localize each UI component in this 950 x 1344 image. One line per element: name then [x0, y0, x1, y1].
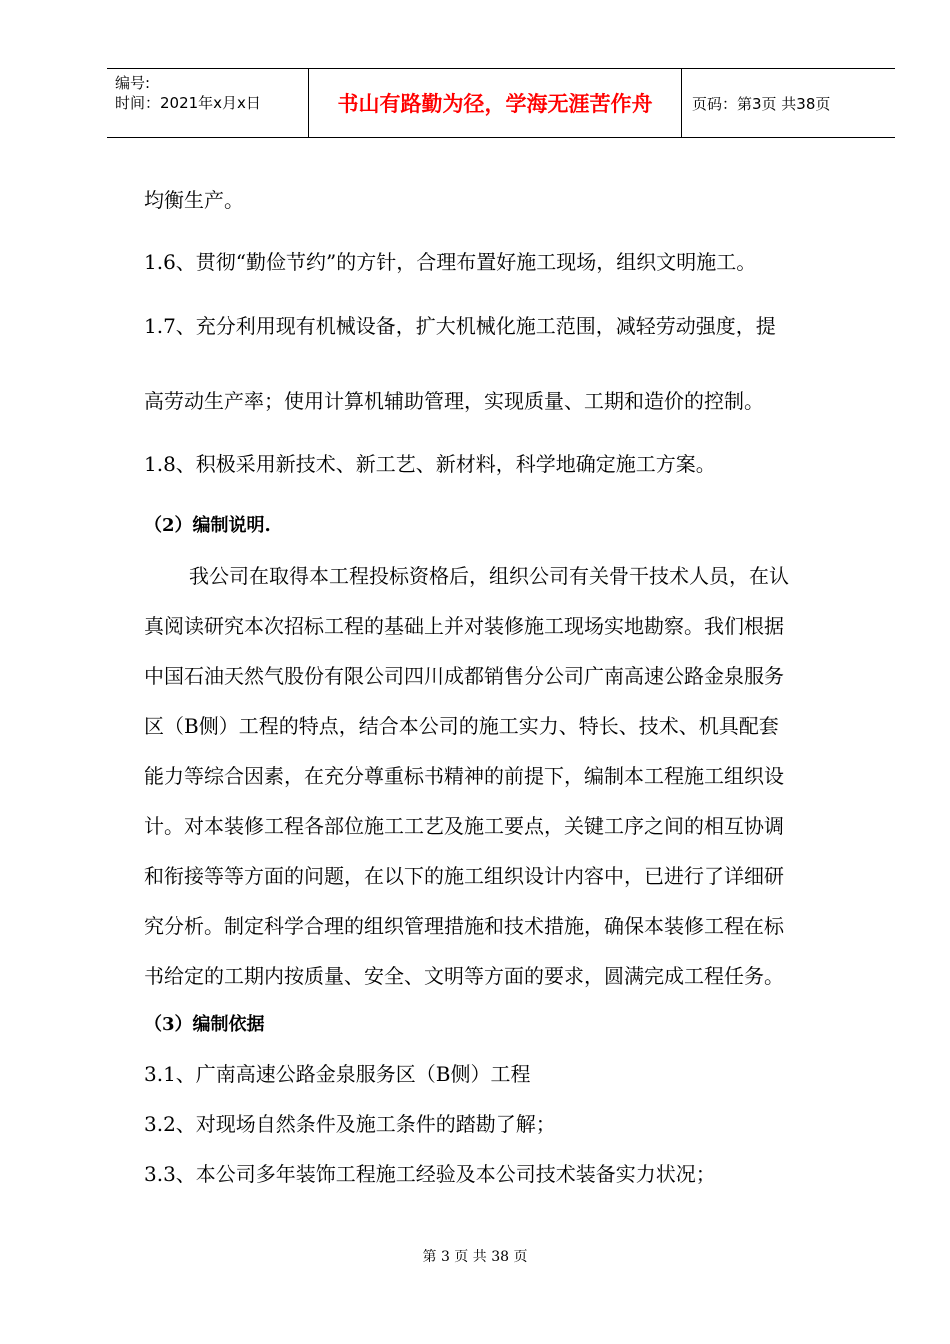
section-heading-2: （2）编制说明. [144, 515, 271, 536]
body-line: 1.8、积极采用新技术、新工艺、新材料，科学地确定施工方案。 [144, 452, 716, 476]
list-item: 3.2、对现场自然条件及施工条件的踏勘了解； [144, 1112, 556, 1136]
body-line: 高劳动生产率；使用计算机辅助管理，实现质量、工期和造价的控制。 [144, 389, 764, 413]
paragraph-line: 书给定的工期内按质量、安全、文明等方面的要求，圆满完成工程任务。 [144, 964, 784, 988]
page-header [107, 68, 895, 138]
page-footer: 第 3 页 共 38 页 [422, 1249, 528, 1265]
list-item: 3.3、本公司多年装饰工程施工经验及本公司技术装备实力状况； [144, 1162, 716, 1186]
paragraph-line: 计。对本装修工程各部位施工工艺及施工要点，关键工序之间的相互协调 [144, 814, 784, 838]
paragraph-line: 我公司在取得本工程投标资格后，组织公司有关骨干技术人员，在认 [189, 564, 789, 588]
number-label: 编号: [115, 74, 151, 92]
body-line: 1.6、贯彻“勤俭节约”的方针，合理布置好施工现场，组织文明施工。 [144, 250, 757, 274]
body-line: 1.7、充分利用现有机械设备，扩大机械化施工范围，减轻劳动强度，提 [144, 314, 776, 338]
paragraph-line: 和衔接等等方面的问题，在以下的施工组织设计内容中，已进行了详细研 [144, 864, 784, 888]
time-label: 时间：2021年x月x日 [115, 94, 261, 112]
paragraph-line: 区（B侧）工程的特点，结合本公司的施工实力、特长、技术、机具配套 [144, 714, 779, 738]
page-info: 页码：第3页 共38页 [692, 94, 831, 113]
header-left-cell [107, 69, 309, 137]
paragraph-line: 真阅读研究本次招标工程的基础上并对装修施工现场实地勘察。我们根据 [144, 614, 784, 638]
motto-text: 书山有路勤为径，学海无涯苦作舟 [309, 69, 682, 137]
paragraph-line: 究分析。制定科学合理的组织管理措施和技术措施，确保本装修工程在标 [144, 914, 784, 938]
list-item: 3.1、广南高速公路金泉服务区（B侧）工程 [144, 1062, 531, 1086]
body-line: 均衡生产。 [144, 188, 244, 212]
paragraph-line: 能力等综合因素，在充分尊重标书精神的前提下，编制本工程施工组织设 [144, 764, 784, 788]
section-heading-3: （3）编制依据 [144, 1014, 265, 1035]
paragraph-line: 中国石油天然气股份有限公司四川成都销售分公司广南高速公路金泉服务 [144, 664, 784, 688]
